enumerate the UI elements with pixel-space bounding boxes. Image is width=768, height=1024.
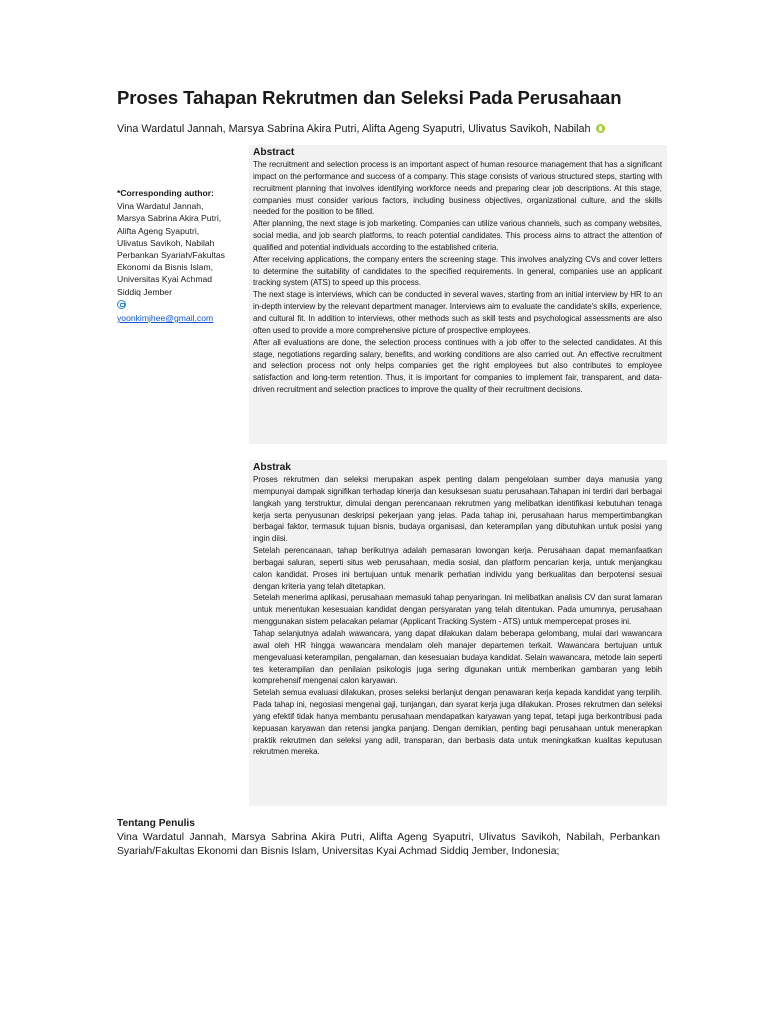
affiliation-line: Marsya Sabrina Akira Putri, xyxy=(117,213,222,224)
affiliation-line: Perbankan Syariah/Fakultas xyxy=(117,250,225,261)
abstract-paragraph: The next stage is interviews, which can be conducted in several waves, starting from an initial interview by HR to an in-depth interview by the relevant department manager. Interviews aim to evaluate the candidate's skills, experience, and cultural fit. In addition to interviews, other methods such as skill tests and psychological assessments are also often used to provide a more comprehensive picture of prospective employees. xyxy=(253,290,662,335)
corresponding-author-label: *Corresponding author: xyxy=(117,188,214,198)
orcid-icon[interactable] xyxy=(596,124,605,133)
affiliation-line: Ekonomi da Bisnis Islam, xyxy=(117,262,213,273)
abstrak-paragraph: Setelah perencanaan, tahap berikutnya adalah pemasaran lowongan kerja. Perusahaan dapat memanfaatkan berbagai saluran, seperti situs web perusahaan, media sosial, dan platform pencarian kerja, untuk menjangkau calon kandidat. Proses ini bertujuan untuk menarik perhatian individu yang berkualitas dan berpotensi sesuai dengan kriteria yang telah ditetapkan. xyxy=(253,546,662,591)
abstrak-paragraph: Setelah semua evaluasi dilakukan, proses seleksi berlanjut dengan penawaran kerja kepada kandidat yang terpilih. Pada tahap ini, negosiasi mengenai gaji, tunjangan, dan syarat kerja juga dilakukan. Proses rekrutmen dan seleksi yang efektif tidak hanya membantu perusahaan mendapatkan karyawan yang tepat, tetapi juga berkontribusi pada kepuasan karyawan dan retensi jangka panjang. Dengan demikian, penting bagi perusahaan untuk menerapkan praktik rekrutmen dan seleksi yang adil, transparan, dan berbasis data untuk meningkatkan kualitas keputusan rekrutmen mereka. xyxy=(253,688,662,757)
abstract-indonesian xyxy=(249,460,667,806)
email-icon xyxy=(117,300,126,309)
abstrak-paragraph: Tahap selanjutnya adalah wawancara, yang dapat dilakukan dalam beberapa gelombang, mulai dari wawancara awal oleh HR hingga wawancara mendalam oleh manajer departemen terkait. Wawancara bertujuan untuk mengevaluasi keterampilan, pengalaman, dan kesesuaian budaya kandidat. Selain wawancara, metode lain seperti tes keterampilan dan penilaian psikologis juga sering digunakan untuk memberikan gambaran yang lebih komprehensif mengenai calon karyawan. xyxy=(253,628,662,686)
affiliation-line: Siddiq Jember xyxy=(117,286,172,297)
corresponding-author-block xyxy=(117,187,243,324)
paper-title: Proses Tahapan Rekrutmen dan Seleksi Pada Perusahaan xyxy=(117,87,622,108)
about-authors-text: Vina Wardatul Jannah, Marsya Sabrina Akira Putri, Alifta Ageng Syaputri, Ulivatus Savikoh, Nabilah, Perbankan Syariah/Fakultas Ekonomi dan Bisnis Islam, Universitas Kyai Achmad Siddiq Jember, Indonesia; xyxy=(117,832,660,857)
email-link[interactable]: yoonkimjhee@gmail.com xyxy=(117,313,214,324)
affiliation-line: Vina Wardatul Jannah, xyxy=(117,201,204,212)
affiliation-line: Alifta Ageng Syaputri, xyxy=(117,225,200,236)
abstract-paragraph: The recruitment and selection process is an important aspect of human resource management that has a significant impact on the performance and success of a company. This stage consists of various structured steps, starting with recruitment planning that involves identifying workforce needs and preparing clear job descriptions. At this stage, companies must consider various factors, including business objectives, organizational culture, and the skills needed for the position to be filled. xyxy=(253,160,662,217)
abstract-paragraph: After receiving applications, the company enters the screening stage. This involves analyzing CVs and cover letters to determine the suitability of candidates to the specified requirements. In general, companies use an applicant tracking system (ATS) to speed up this process. xyxy=(253,254,662,288)
affiliation-line: Universitas Kyai Achmad xyxy=(117,274,213,285)
abstract-paragraph: After planning, the next stage is job marketing. Companies can utilize various channels, such as company websites, social media, and job search platforms, to reach potential candidates. This process aims to attract the attention of qualified and potential individuals according to the established criteria. xyxy=(253,219,662,252)
abstrak-heading: Abstrak xyxy=(253,462,291,473)
abstrak-paragraph: Proses rekrutmen dan seleksi merupakan aspek penting dalam pengelolaan sumber daya manusia yang mempunyai dampak signifikan terhadap kinerja dan kesuksesan suatu perusahaan.Tahapan ini terdiri dari berbagai langkah yang terstruktur, dimulai dengan perencanaan rekrutmen yang melibatkan identifikasi kebutuhan tenaga kerja serta penyusunan deskripsi pekerjaan yang jelas. Pada tahap ini, perusahaan harus mempertimbangkan berbagai faktor, termasuk tujuan bisnis, budaya organisasi, dan keterampilan yang dibutuhkan untuk posisi yang ingin diisi. xyxy=(253,475,662,544)
abstract-english xyxy=(249,145,667,444)
affiliation-line: Ulivatus Savikoh, Nabilah xyxy=(117,237,215,248)
abstract-heading: Abstract xyxy=(253,147,295,158)
author-list xyxy=(117,123,677,135)
abstract-paragraph: After all evaluations are done, the selection process continues with a job offer to the selected candidates. At this stage, negotiations regarding salary, benefits, and working conditions are also carried out. An effective recruitment and selection process not only helps companies get the right employees but also contributes to employee satisfaction and long-term retention. Thus, it is important for companies to implement fair, transparent, and data-driven recruitment and selection practices to improve the quality of their recruitment decisions. xyxy=(253,337,662,395)
author-names: Vina Wardatul Jannah, Marsya Sabrina Akira Putri, Alifta Ageng Syaputri, Ulivatus Savikoh, Nabilah xyxy=(117,123,591,135)
about-authors-heading: Tentang Penulis xyxy=(117,818,195,829)
abstrak-paragraph: Setelah menerima aplikasi, perusahaan memasuki tahap penyaringan. Ini melibatkan analisis CV dan surat lamaran untuk menentukan kesesuaian kandidat dengan persyaratan yang telah ditentukan. Pada umumnya, perusahaan menggunakan sistem pelacakan pelamar (Applicant Tracking System - ATS) untuk mempercepat proses ini. xyxy=(253,593,662,627)
